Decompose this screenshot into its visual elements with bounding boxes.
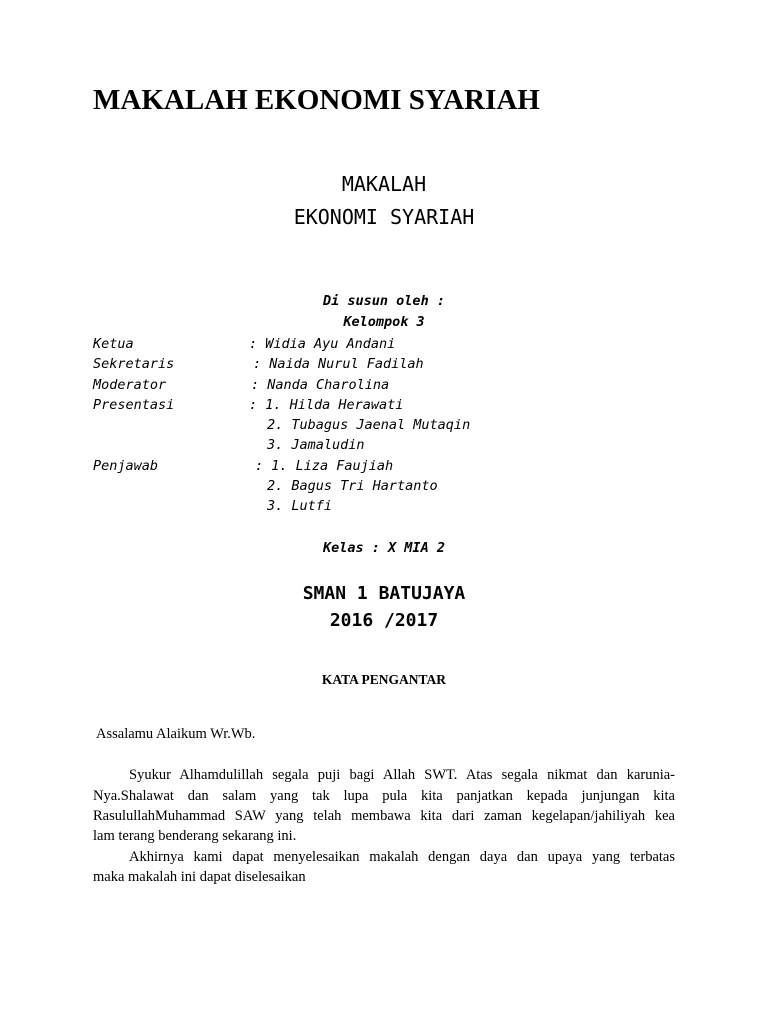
paragraph-1-line-1: Syukur Alhamdulillah segala puji bagi Allah SWT. Atas segala nikmat dan karunia- xyxy=(129,767,675,783)
member-value: : Nanda Charolina xyxy=(251,377,390,393)
cover-title-line-2: EKONOMI SYARIAH xyxy=(293,205,475,229)
paragraph-2-line-1: Akhirnya kami dapat menyelesaikan makalah dengan daya dan upaya yang terbatas xyxy=(129,849,675,865)
member-value: : Naida Nurul Fadilah xyxy=(253,356,424,372)
member-role: Moderator xyxy=(93,377,167,393)
member-role: Sekretaris xyxy=(93,356,175,372)
member-role: Penjawab xyxy=(93,458,159,474)
document-title: MAKALAH EKONOMI SYARIAH xyxy=(93,84,540,116)
member-value: : 1. Liza Faujiah xyxy=(255,458,394,474)
group-label: Kelompok 3 xyxy=(343,314,425,330)
member-value: : Widia Ayu Andani xyxy=(249,336,396,352)
cover-title-line-1: MAKALAH xyxy=(341,172,427,196)
section-title: KATA PENGANTAR xyxy=(321,672,447,687)
school-name: SMAN 1 BATUJAYA xyxy=(302,583,466,604)
member-value: 3. Jamaludin xyxy=(267,437,365,453)
school-year: 2016 /2017 xyxy=(329,610,439,631)
member-value: : 1. Hilda Herawati xyxy=(249,397,404,413)
paragraph-1-line-4: lam terang benderang sekarang ini. xyxy=(93,828,297,844)
member-role: Ketua xyxy=(93,336,134,352)
member-role: Presentasi xyxy=(93,397,175,413)
member-value: 3. Lutfi xyxy=(267,498,333,514)
member-value: 2. Tubagus Jaenal Mutaqin xyxy=(267,417,471,433)
greeting: Assalamu Alaikum Wr.Wb. xyxy=(96,726,256,742)
class-label: Kelas : X MIA 2 xyxy=(323,540,445,556)
member-value: 2. Bagus Tri Hartanto xyxy=(267,478,438,494)
arranged-by-label: Di susun oleh : xyxy=(323,293,445,309)
paragraph-1-line-2: Nya.Shalawat dan salam yang tak lupa pula kita panjatkan kepada junjungan kita xyxy=(93,788,675,804)
paragraph-1-line-3: RasulullahMuhammad SAW yang telah membawa kita dari zaman kegelapan/jahiliyah kea xyxy=(93,808,675,824)
paragraph-2-line-2: maka makalah ini dapat diselesaikan xyxy=(93,869,306,885)
